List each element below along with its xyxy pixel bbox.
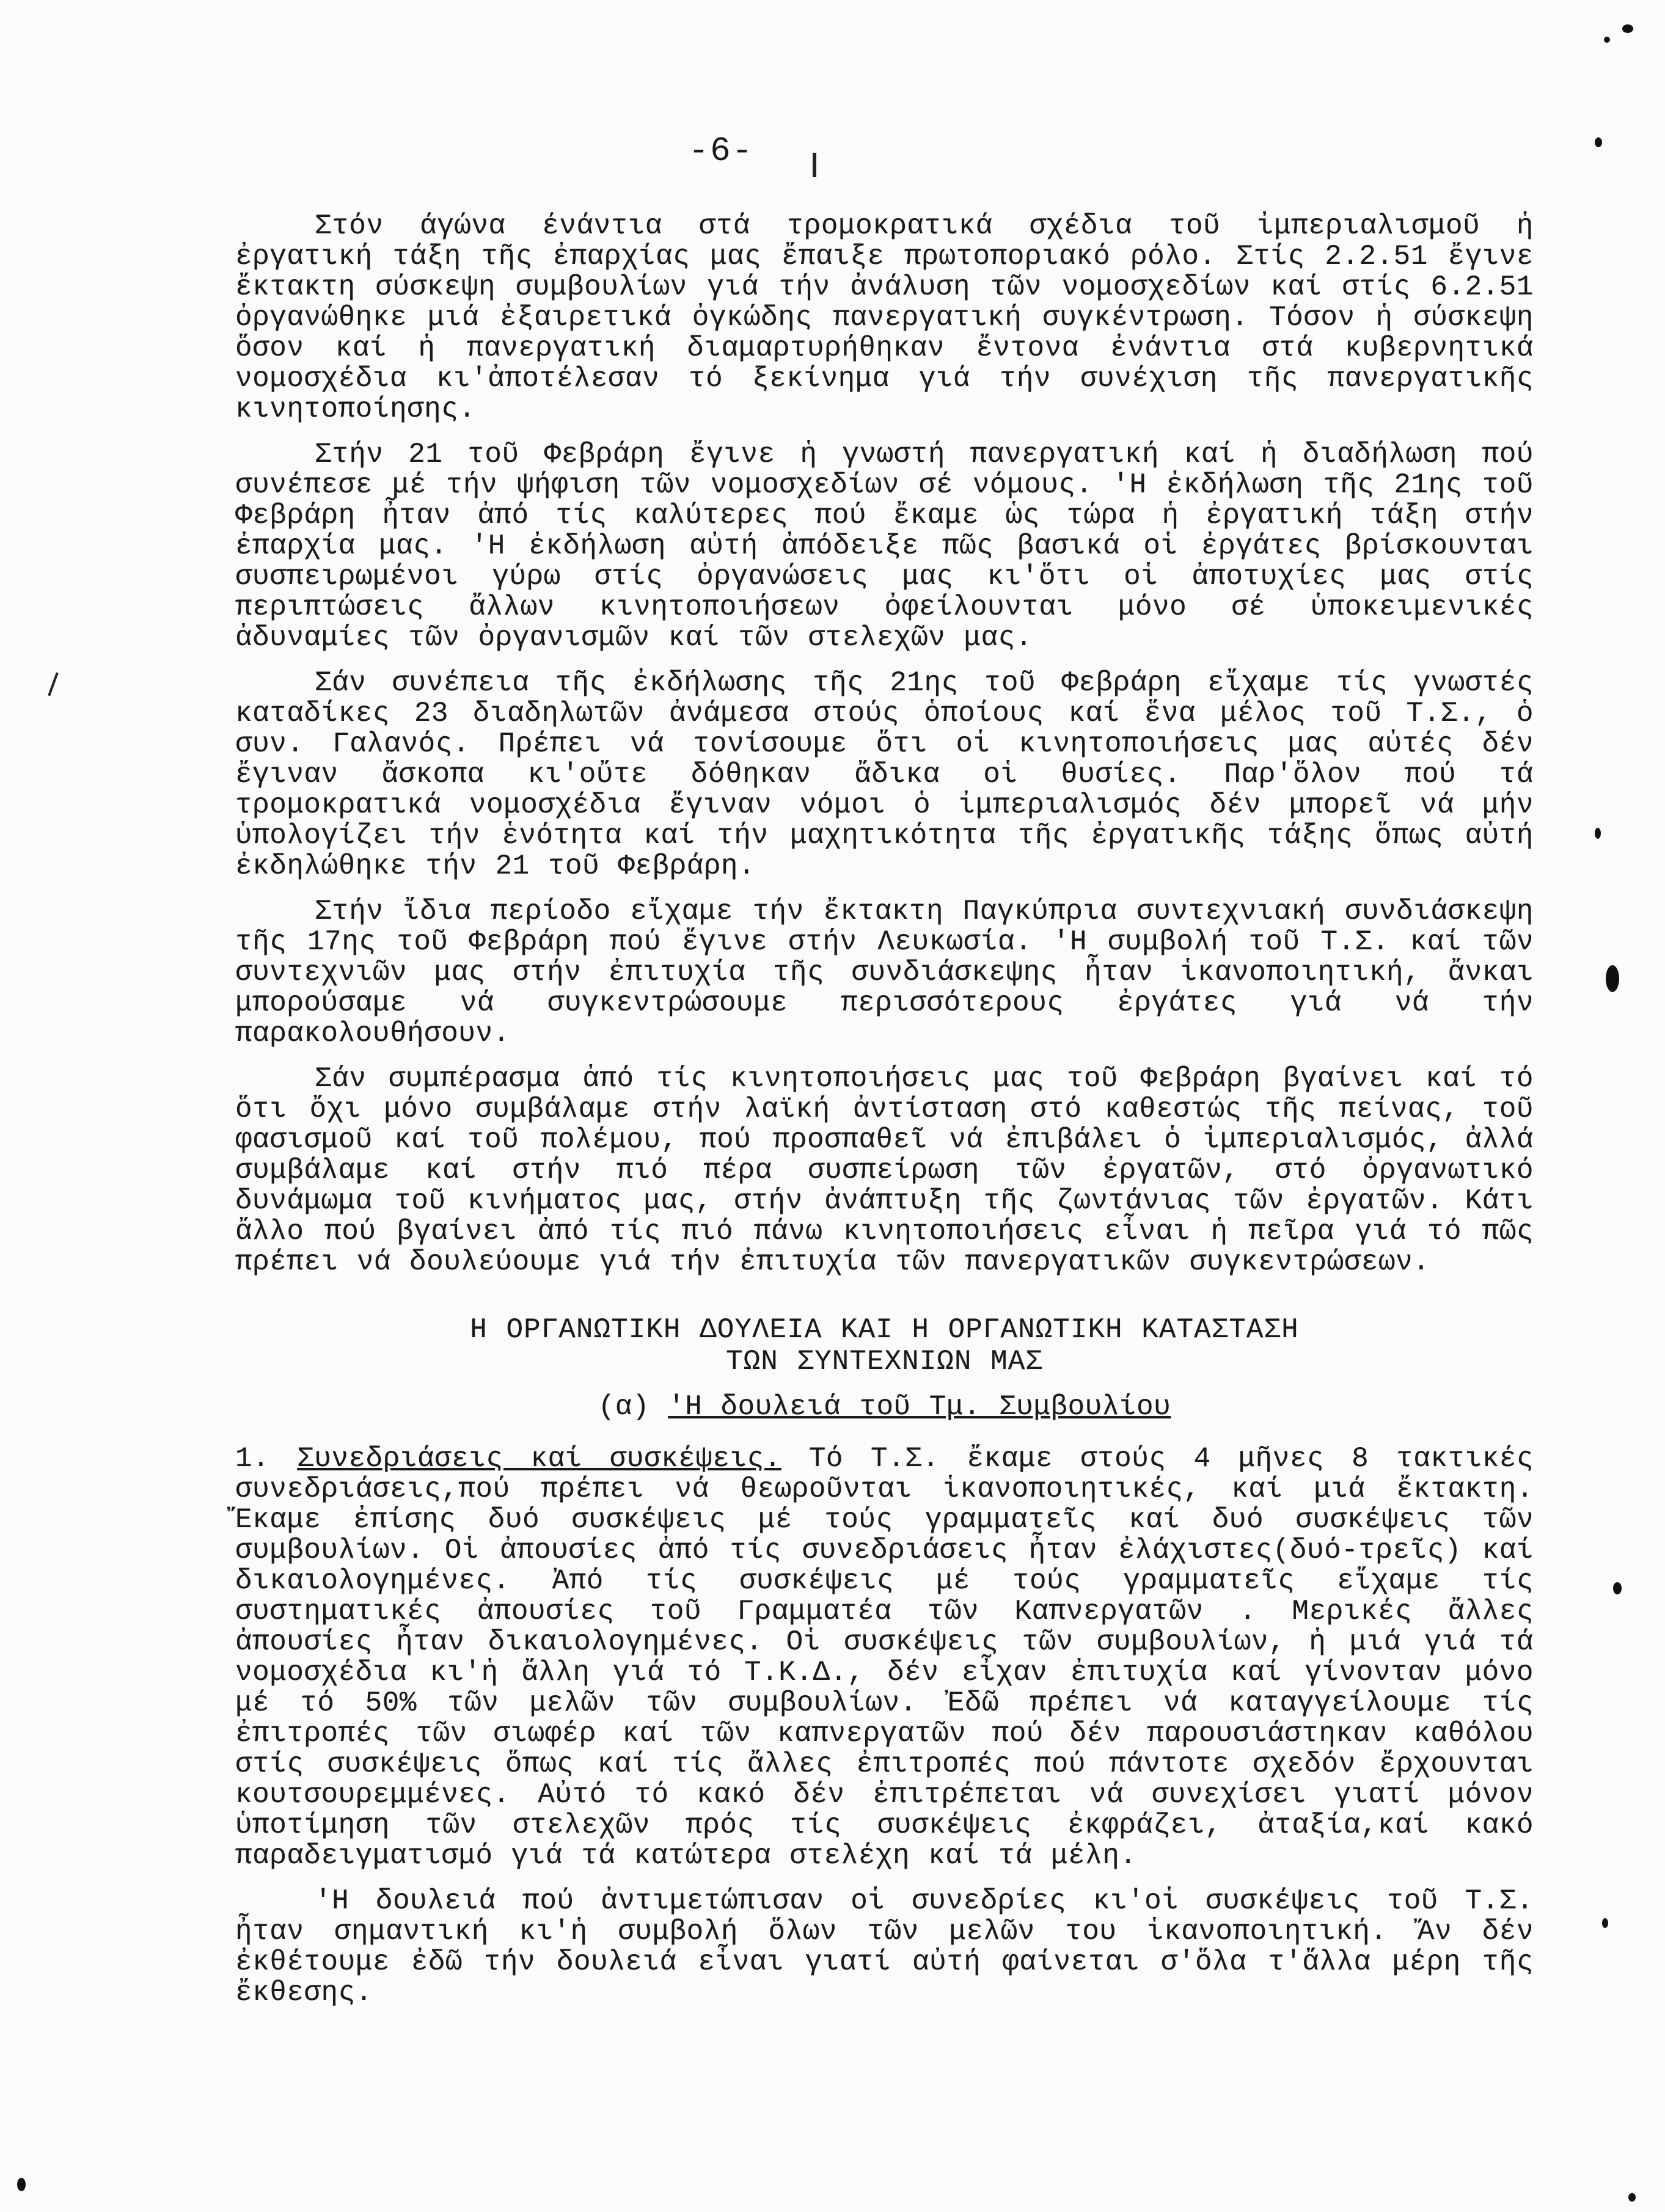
scan-speck (1604, 37, 1610, 43)
item-number: 1. (235, 1443, 270, 1475)
scan-speck (1613, 1582, 1622, 1594)
scan-speck (1602, 1918, 1608, 1928)
sub-heading-title: 'Η δουλειά τοῦ Τμ. Συμβουλίου (668, 1391, 1171, 1423)
scan-speck (1606, 965, 1619, 992)
section-heading-line-2: ΤΩΝ ΣΥΝΤΕΧΝΙΩΝ ΜΑΣ (726, 1346, 1043, 1378)
paragraph-5: Σάν συμπέρασμα ἀπό τίς κινητοποιήσεις μας τοῦ Φεβράρη βγαίνει καί τό ὅτι ὄχι μόνο συμβάλαμε στήν λαϊκή ἀντίσταση στό καθεστώς τῆς πείνας, τοῦ φασισμοῦ καί τοῦ πολέμου, πού προσπαθεῖ νά ἐπιβάλει ὁ ἰμπεριαλισμός, ἀλλά συμβάλαμε καί στήν πιό πέρα συσπείρωση τῶν ἐργατῶν, στό ὀργανωτικό δυνάμωμα τοῦ κινήματος μας, στήν ἀνάπτυξη τῆς ζωντάνιας τῶν ἐργατῶν. Κάτι ἄλλο πού βγαίνει ἀπό τίς πιό πάνω κινητοποιήσεις εἶναι ἡ πεῖρα γιά τό πῶς πρέπει νά δουλεύουμε γιά τήν ἐπιτυχία τῶν πανεργατικῶν συγκεντρώσεων. (235, 1063, 1534, 1278)
numbered-paragraph (235, 1444, 1534, 1871)
section-heading-line-1: Η ΟΡΓΑΝΩΤΙΚΗ ΔΟΥΛΕΙΑ ΚΑΙ Η ΟΡΓΑΝΩΤΙΚΗ ΚΑΤΑΣΤΑΣΗ (470, 1314, 1299, 1346)
paragraph-1: Στόν άγώνα ένάντια στά τρομοκρατικά σχέδια τοῦ ἰμπεριαλισμοῦ ἡ ἐργατική τάξη τῆς ἐπαρχίας μας ἔπαιξε πρωτοποριακό ρόλο. Στίς 2.2.51 ἔγινε ἔκτακτη σύσκεψη συμβουλίων γιά τήν ἀνάλυση τῶν νομοσχεδίων καί στίς 6.2.51 ὀργανώθηκε μιά ἐξαιρετικά ὀγκώδης πανεργατική συγκέντρωση. Τόσον ἡ σύσκεψη ὅσον καί ἡ πανεργατική διαμαρτυρήθηκαν ἔντονα ἐνάντια στά κυβερνητικά νομοσχέδια κι'ἀποτέλεσαν τό ξεκίνημα γιά τήν συνέχιση τῆς πανεργατικῆς κινητοποίησης. (235, 210, 1534, 425)
scan-speck (1628, 2193, 1636, 2202)
scan-speck (1622, 24, 1633, 33)
sub-heading-marker: (α) (598, 1391, 650, 1423)
scan-mark (813, 153, 816, 177)
scan-speck (1595, 828, 1601, 839)
sub-heading (235, 1391, 1534, 1423)
closing-paragraph: 'Η δουλειά πού ἀντιμετώπισαν οἱ συνεδρίες κι'οἱ συσκέψεις τοῦ Τ.Σ. ἦταν σημαντική κι'ἡ συμβολή ὅλων τῶν μελῶν του ἱκανοποιητική. Ἄν δέν ἐκθέτουμε ἐδῶ τήν δουλειά εἶναι γιατί αὐτή φαίνεται σ'ὅλα τ'ἄλλα μέρη τῆς ἔκθεσης. (235, 1885, 1534, 2009)
paragraph-3: Σάν συνέπεια τῆς ἐκδήλωσης τῆς 21ης τοῦ Φεβράρη εἴχαμε τίς γνωστές καταδίκες 23 διαδηλωτῶν ἀνάμεσα στούς ὁποίους καί ἕνα μέλος τοῦ Τ.Σ., ὁ συν. Γαλανός. Πρέπει νά τονίσουμε ὅτι οἱ κινητοποιήσεις μας αὐτές δέν ἔγιναν ἄσκοπα κι'οὔτε δόθηκαν ἄδικα οἱ θυσίες. Παρ'ὅλον πού τά τρομοκρατικά νομοσχέδια ἔγιναν νόμοι ὁ ἰμπεριαλισμός δέν μπορεῖ νά μήν ὑπολογίζει τήν ἑνότητα καί τήν μαχητικότητα τῆς ἐργατικῆς τάξης ὅπως αὐτή ἐκδηλώθηκε τήν 21 τοῦ Φεβράρη. (235, 667, 1534, 882)
scan-speck (17, 2178, 26, 2191)
paragraph-2: Στήν 21 τοῦ Φεβράρη ἔγινε ἡ γνωστή πανεργατική καί ἡ διαδήλωση πού συνέπεσε μέ τήν ψήφιση τῶν νομοσχεδίων σέ νόμους. 'Η ἐκδήλωση τῆς 21ης τοῦ Φεβράρη ἦταν ἀπό τίς καλύτερες πού ἔκαμε ὡς τώρα ἡ ἐργατική τάξη στήν ἐπαρχία μας. 'Η ἐκδήλωση αὐτή ἀπόδειξε πῶς βασικά οἱ ἐργάτες βρίσκουνται συσπειρωμένοι γύρω στίς ὀργανώσεις μας κι'ὅτι οἱ ἀποτυχίες μας στίς περιπτώσεις ἄλλων κινητοποιήσεων ὀφείλουνται μόνο σέ ὑποκειμενικές ἀδυναμίες τῶν ὀργανισμῶν καί τῶν στελεχῶν μας. (235, 439, 1534, 654)
page-number: -6- (688, 131, 754, 170)
section-heading (235, 1314, 1534, 1378)
scan-mark (48, 673, 58, 696)
document-body (235, 211, 1534, 2023)
item-text: Τό Τ.Σ. ἔκαμε στούς 4 μῆνες 8 τακτικές συνεδριάσεις,πού πρέπει νά θεωροῦνται ἱκανοποιητικές, καί μιά ἔκτακτη. Ἔκαμε ἐπίσης δυό συσκέψεις μέ τούς γραμματεῖς καί δυό συσκέψεις τῶν συμβουλίων. Οἱ ἀπουσίες ἀπό τίς συνεδριάσεις ἦταν ἐλάχιστες(δυό-τρεῖς) καί δικαιολογημένες. Ἀπό τίς συσκέψεις μέ τούς γραμματεῖς εἴχαμε τίς συστηματικές ἀπουσίες τοῦ Γραμματέα τῶν Καπνεργατῶν . Μερικές ἄλλες ἀπουσίες ἦταν δικαιολογημένες. Οἱ συσκέψεις τῶν συμβουλίων, ἡ μιά γιά τά νομοσχέδια κι'ἡ ἄλλη γιά τό Τ.Κ.Δ., δέν εἶχαν ἐπιτυχία καί γίνονταν μόνο μέ τό 50% τῶν μελῶν τῶν συμβουλίων. Ἐδῶ πρέπει νά καταγγείλουμε τίς ἐπιτροπές τῶν σιωφέρ καί τῶν καπνεργατῶν πού δέν παρουσιάστηκαν καθόλου στίς συσκέψεις ὅπως καί τίς ἄλλες ἐπιτροπές πού πάντοτε σχεδόν ἔρχουνται κουτσουρεμμένες. Αὐτό τό κακό δέν ἐπιτρέπεται νά συνεχίσει γιατί μόνον ὑποτίμηση τῶν στελεχῶν πρός τίς συσκέψεις ἐκφράζει, ἀταξία,καί κακό παραδειγματισμό γιά τά κατώτερα στελέχη καί τά μέλη. (235, 1443, 1534, 1872)
item-lead: Συνεδριάσεις καί συσκέψεις. (297, 1443, 781, 1475)
paragraph-4: Στήν ἴδια περίοδο εἴχαμε τήν ἔκτακτη Παγκύπρια συντεχνιακή συνδιάσκεψη τῆς 17ης τοῦ Φεβράρη πού ἔγινε στήν Λευκωσία. 'Η συμβολή τοῦ Τ.Σ. καί τῶν συντεχνιῶν μας στήν ἐπιτυχία τῆς συνδιάσκεψης ἦταν ἱκανοποιητική, ἄνκαι μπορούσαμε νά συγκεντρώσουμε περισσότερους ἐργάτες γιά νά τήν παρακολουθήσουν. (235, 896, 1534, 1049)
scan-speck (1595, 137, 1602, 147)
